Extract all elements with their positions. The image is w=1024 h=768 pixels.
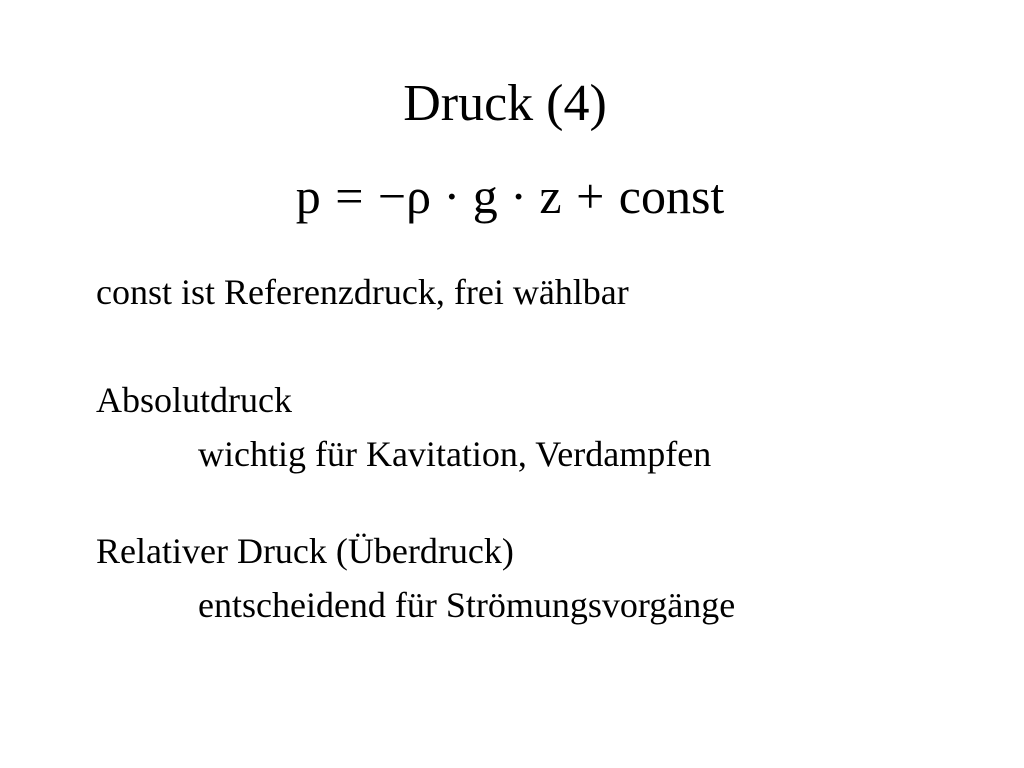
- formula-dot-2: ·: [510, 168, 527, 224]
- formula-const: const: [618, 168, 725, 224]
- reference-pressure-text: const ist Referenzdruck, frei wählbar: [96, 272, 629, 312]
- formula-plus: +: [576, 168, 605, 224]
- formula-minus: −: [377, 168, 407, 224]
- formula-rho: ρ: [406, 168, 432, 224]
- formula-p: p: [295, 168, 321, 224]
- absolute-pressure-detail: wichtig für Kavitation, Verdampfen: [198, 434, 712, 474]
- formula-equals: =: [335, 168, 364, 224]
- slide-title: Druck (4): [403, 75, 607, 132]
- pressure-formula: [0, 164, 1020, 228]
- formula-g: g: [472, 168, 498, 224]
- relative-pressure-heading: Relativer Druck (Überdruck): [96, 531, 514, 571]
- formula-dot-1: ·: [443, 168, 461, 224]
- formula-z: z: [539, 168, 562, 224]
- absolute-pressure-heading: Absolutdruck: [96, 380, 292, 420]
- relative-pressure-detail: entscheidend für Strömungsvorgänge: [198, 585, 736, 625]
